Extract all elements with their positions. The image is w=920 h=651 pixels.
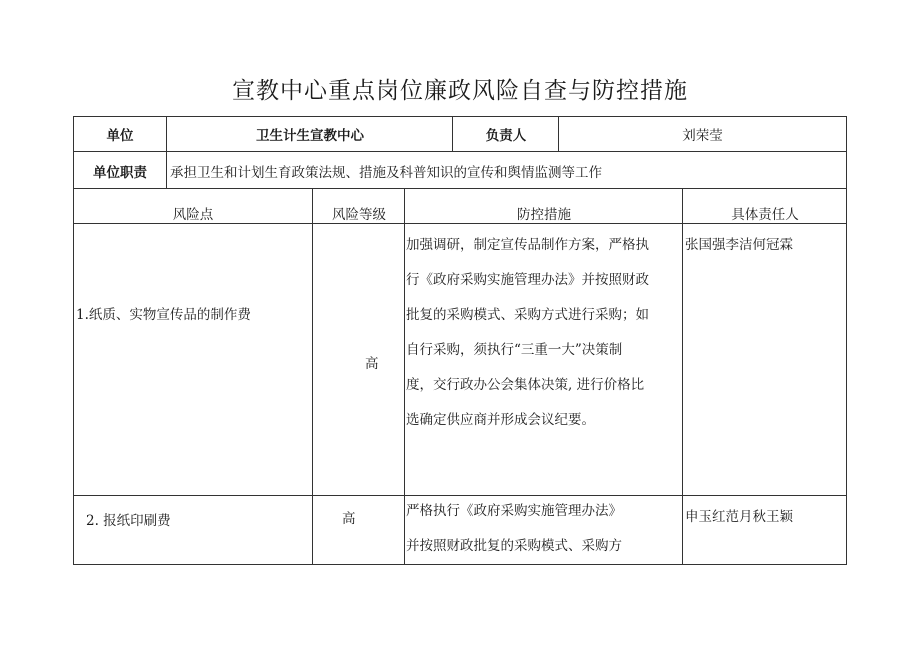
header-risk-level: 风险等级	[332, 207, 386, 223]
duty-label: 单位职责	[93, 165, 147, 181]
header-risk-point: 风险点	[172, 207, 214, 223]
measure-line: 严格执行《政府采购实施管理办法》	[406, 503, 622, 519]
measure-line: 批复的采购模式、采购方式进行采购；如	[406, 307, 649, 323]
table-rule-vertical	[312, 188, 313, 565]
header-responsible: 具体责任人	[731, 207, 799, 223]
table-rule	[73, 223, 847, 224]
row1-measures	[406, 228, 649, 438]
table-rule-vertical	[682, 188, 683, 565]
table-border-bottom	[73, 564, 847, 565]
measure-line: 行《政府采购实施管理办法》并按照财政	[406, 272, 649, 288]
table-rule-vertical	[404, 188, 405, 565]
header-measures: 防控措施	[517, 207, 571, 223]
duty-value: 承担卫生和计划生育政策法规、措施及科普知识的宣传和舆情监测等工作	[170, 165, 602, 181]
table-rule	[73, 188, 847, 189]
row1-risk-point: 1.纸质、实物宣传品的制作费	[76, 307, 251, 323]
table-rule	[73, 151, 847, 152]
row2-risk-point: 2. 报纸印刷费	[86, 513, 171, 529]
table-border-right	[846, 116, 847, 565]
unit-value: 卫生计生宣教中心	[256, 128, 364, 144]
measure-line: 度，交行政办公会集体决策, 进行价格比	[406, 377, 645, 393]
document-title: 宣教中心重点岗位廉政风险自查与防控措施	[232, 78, 688, 104]
leader-value: 刘荣莹	[682, 128, 723, 144]
row1-risk-level: 高	[365, 356, 379, 372]
measure-line: 加强调研，制定宣传品制作方案，严格执	[406, 237, 649, 253]
measure-line: 选确定供应商并形成会议纪要。	[406, 412, 595, 428]
row2-measures	[406, 494, 622, 564]
unit-label: 单位	[106, 128, 134, 144]
leader-label: 负责人	[485, 128, 527, 144]
table-border-top	[73, 116, 847, 117]
row2-risk-level: 高	[342, 511, 356, 527]
row2-responsible: 申玉红范月秋王颖	[685, 509, 793, 525]
table-border-left	[73, 116, 74, 565]
row1-responsible: 张国强李洁何冠霖	[685, 237, 793, 253]
measure-line: 自行采购，须执行“三重一大”决策制	[406, 342, 623, 358]
measure-line: 并按照财政批复的采购模式、采购方	[406, 538, 622, 554]
